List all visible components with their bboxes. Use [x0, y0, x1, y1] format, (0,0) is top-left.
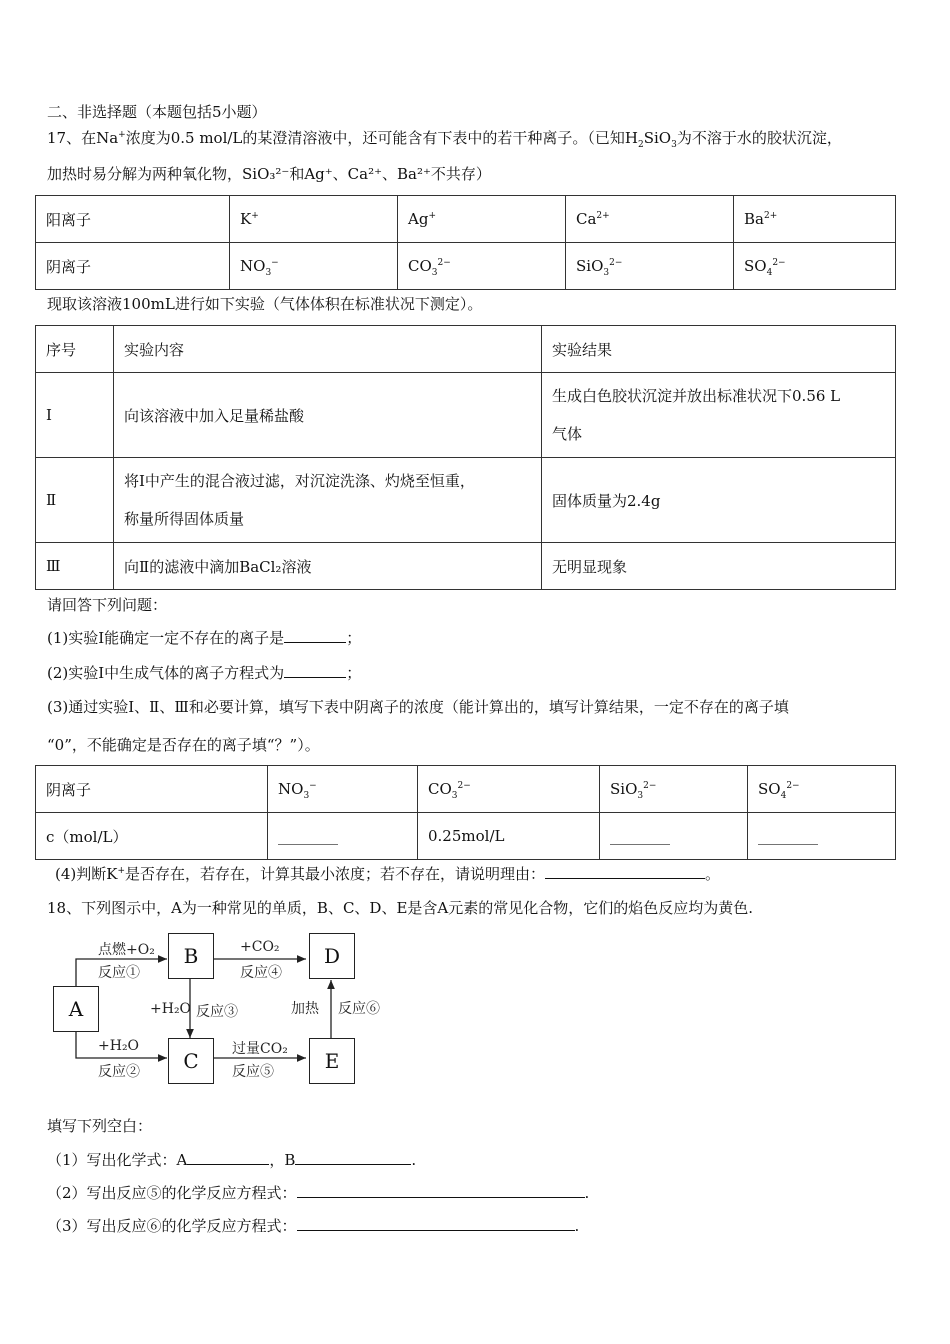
conc-row-label: c（mol/L） — [36, 813, 268, 860]
conc-value-no3[interactable]: ________ — [268, 813, 418, 860]
header-result: 实验结果 — [542, 326, 896, 373]
text: 2+ — [763, 211, 778, 221]
q17-sub4 — [55, 864, 720, 884]
text: . — [584, 1184, 590, 1202]
ion-cell — [230, 243, 398, 290]
section-title: 二、非选择题（本题包括5小题） — [47, 103, 267, 121]
header-content: 实验内容 — [114, 326, 542, 373]
experiment-row — [36, 373, 896, 458]
text: SiO — [610, 780, 638, 798]
label-r1-bottom: 反应① — [98, 965, 140, 981]
text: K — [240, 210, 252, 228]
conc-value-row — [36, 813, 896, 860]
text: Ba — [744, 210, 764, 228]
experiment-result: 固体质量为2.4g — [542, 458, 896, 543]
text: 浓度为0.5 mol/L的某澄清溶液中，还可能含有下表中的若干种离子。（已知H — [125, 129, 638, 147]
concentration-table — [35, 765, 896, 860]
text: ，B — [269, 1151, 296, 1169]
ion-cell — [734, 196, 896, 243]
text: 17、在Na — [47, 129, 119, 147]
answer-blank[interactable] — [545, 864, 705, 879]
text: + — [251, 211, 259, 221]
experiment-no: Ⅲ — [36, 543, 114, 590]
label-r1-top: 点燃+O₂ — [98, 942, 155, 958]
q18-sub2 — [47, 1183, 589, 1203]
label-r4-bottom: 反应④ — [240, 965, 282, 981]
anion-row — [36, 243, 896, 290]
text: 4 — [780, 791, 787, 801]
text: 3 — [265, 268, 272, 278]
experiment-row — [36, 543, 896, 590]
experiment-result: 无明显现象 — [542, 543, 896, 590]
text: （2）写出反应⑤的化学反应方程式： — [47, 1184, 297, 1202]
text: ； — [346, 664, 362, 682]
q17-intro-line2: 加热时易分解为两种氧化物，SiO₃²⁻和Ag⁺、Ca²⁺、Ba²⁺不共存） — [47, 165, 491, 183]
answer-blank[interactable] — [297, 1216, 575, 1231]
text: . — [411, 1151, 417, 1169]
label-r3-left: +H₂O — [150, 1001, 192, 1017]
text: 2− — [786, 781, 800, 791]
q18-prompt: 填写下列空白： — [47, 1117, 153, 1135]
experiment-content — [114, 458, 542, 543]
text: 3 — [431, 268, 438, 278]
text: SiO — [576, 257, 604, 275]
ion-cell — [600, 766, 748, 813]
label-r5-bottom: 反应⑤ — [232, 1064, 274, 1080]
experiment-no: Ⅱ — [36, 458, 114, 543]
text: （3）写出反应⑥的化学反应方程式： — [47, 1217, 297, 1235]
text: 3 — [603, 268, 610, 278]
q18-sub3 — [47, 1216, 579, 1236]
answer-blank-a[interactable] — [187, 1150, 269, 1165]
answer-blank[interactable] — [297, 1183, 585, 1198]
ion-cell — [566, 243, 734, 290]
q17-intro-line1 — [47, 128, 842, 148]
ion-cell — [230, 196, 398, 243]
conc-value-sio3[interactable]: ________ — [600, 813, 748, 860]
text: 称量所得固体质量 — [124, 510, 245, 528]
text: ； — [346, 629, 362, 647]
experiment-content: 向Ⅱ的滤液中滴加BaCl₂溶液 — [114, 543, 542, 590]
text: SiO — [643, 129, 672, 147]
experiment-table — [35, 325, 896, 590]
label-r6-left: 加热 — [291, 1001, 319, 1017]
q17-sub1 — [47, 628, 361, 648]
text: 2 — [637, 140, 644, 150]
experiment-row — [36, 458, 896, 543]
ion-cell — [398, 243, 566, 290]
text: 3 — [637, 791, 644, 801]
ion-table — [35, 195, 896, 290]
cation-label: 阳离子 — [36, 196, 230, 243]
label-r3-right: 反应③ — [196, 1004, 238, 1020]
text: 生成白色胶状沉淀并放出标准状况下0.56 L — [552, 387, 841, 405]
answer-blank[interactable] — [284, 628, 346, 643]
text: NO — [240, 257, 266, 275]
label-r2-top: +H₂O — [98, 1038, 140, 1054]
label-r2-bottom: 反应② — [98, 1064, 140, 1080]
ion-cell — [268, 766, 418, 813]
text: + — [428, 211, 436, 221]
experiment-no: Ⅰ — [36, 373, 114, 458]
conc-header-row — [36, 766, 896, 813]
anion-label: 阴离子 — [36, 766, 268, 813]
node-a: A — [53, 986, 99, 1032]
q17-sub3-line1: (3)通过实验Ⅰ、Ⅱ、Ⅲ和必要计算，填写下表中阴离子的浓度（能计算出的，填写计算结果，一定不存在的离子填 — [47, 698, 789, 716]
ion-cell — [734, 243, 896, 290]
text: + — [117, 866, 126, 876]
text: − — [309, 781, 317, 791]
label-r4-top: +CO₂ — [240, 939, 280, 955]
text: 。 — [705, 865, 721, 883]
text: 是否存在，若存在，计算其最小浓度；若不存在，请说明理由： — [125, 865, 546, 883]
text: (1)实验Ⅰ能确定一定不存在的离子是 — [47, 629, 285, 647]
text: 为不溶于水的胶状沉淀， — [676, 129, 842, 147]
text: 3 — [671, 140, 677, 150]
text: 2− — [772, 258, 786, 268]
node-b: B — [168, 933, 214, 979]
q18-intro: 18、下列图示中，A为一种常见的单质，B、C、D、E是含A元素的常见化合物，它们的焰色反应均为黄色. — [47, 899, 754, 917]
reaction-diagram — [40, 925, 400, 1095]
ion-cell — [418, 766, 600, 813]
experiment-content: 向该溶液中加入足量稀盐酸 — [114, 373, 542, 458]
node-d: D — [309, 933, 355, 979]
text: 2+ — [596, 211, 610, 221]
text: （1）写出化学式：A — [47, 1151, 188, 1169]
text: 3 — [451, 791, 458, 801]
text: − — [271, 258, 279, 268]
text: 将Ⅰ中产生的混合液过滤，对沉淀洗涤、灼烧至恒重， — [124, 472, 475, 490]
cation-row — [36, 196, 896, 243]
q17-prompt: 请回答下列问题： — [47, 596, 168, 614]
text: NO — [278, 780, 304, 798]
experiment-result — [542, 373, 896, 458]
ion-cell — [748, 766, 896, 813]
text: . — [574, 1217, 580, 1235]
label-r6-right: 反应⑥ — [338, 1001, 380, 1017]
answer-blank[interactable] — [284, 663, 346, 678]
experiment-header-row — [36, 326, 896, 373]
text: 2− — [457, 781, 471, 791]
node-c: C — [168, 1038, 214, 1084]
conc-value-so4[interactable]: ________ — [748, 813, 896, 860]
text: 2− — [437, 258, 451, 268]
text: 4 — [766, 268, 773, 278]
text: Ag — [408, 210, 429, 228]
text: Ca — [576, 210, 597, 228]
text: SO — [758, 780, 781, 798]
label-r5-top: 过量CO₂ — [232, 1041, 288, 1057]
node-e: E — [309, 1038, 355, 1084]
header-no: 序号 — [36, 326, 114, 373]
text: (4)判断K — [55, 865, 118, 883]
text: (2)实验Ⅰ中生成气体的离子方程式为 — [47, 664, 285, 682]
text: 气体 — [552, 425, 583, 443]
answer-blank-b[interactable] — [295, 1150, 411, 1165]
ion-cell — [398, 196, 566, 243]
text: 3 — [303, 791, 310, 801]
text: 2− — [643, 781, 657, 791]
conc-value-co3: 0.25mol/L — [418, 813, 600, 860]
text: SO — [744, 257, 767, 275]
experiment-intro: 现取该溶液100mL进行如下实验（气体体积在标准状况下测定）。 — [47, 295, 483, 313]
q17-sub2 — [47, 663, 361, 683]
text: + — [118, 130, 126, 140]
text: CO — [408, 257, 432, 275]
text: CO — [428, 780, 452, 798]
q18-sub1 — [47, 1150, 416, 1170]
text: 2− — [609, 258, 623, 268]
q17-sub3-line2: “0”，不能确定是否存在的离子填“？”）。 — [47, 736, 320, 754]
anion-label: 阴离子 — [36, 243, 230, 290]
ion-cell — [566, 196, 734, 243]
